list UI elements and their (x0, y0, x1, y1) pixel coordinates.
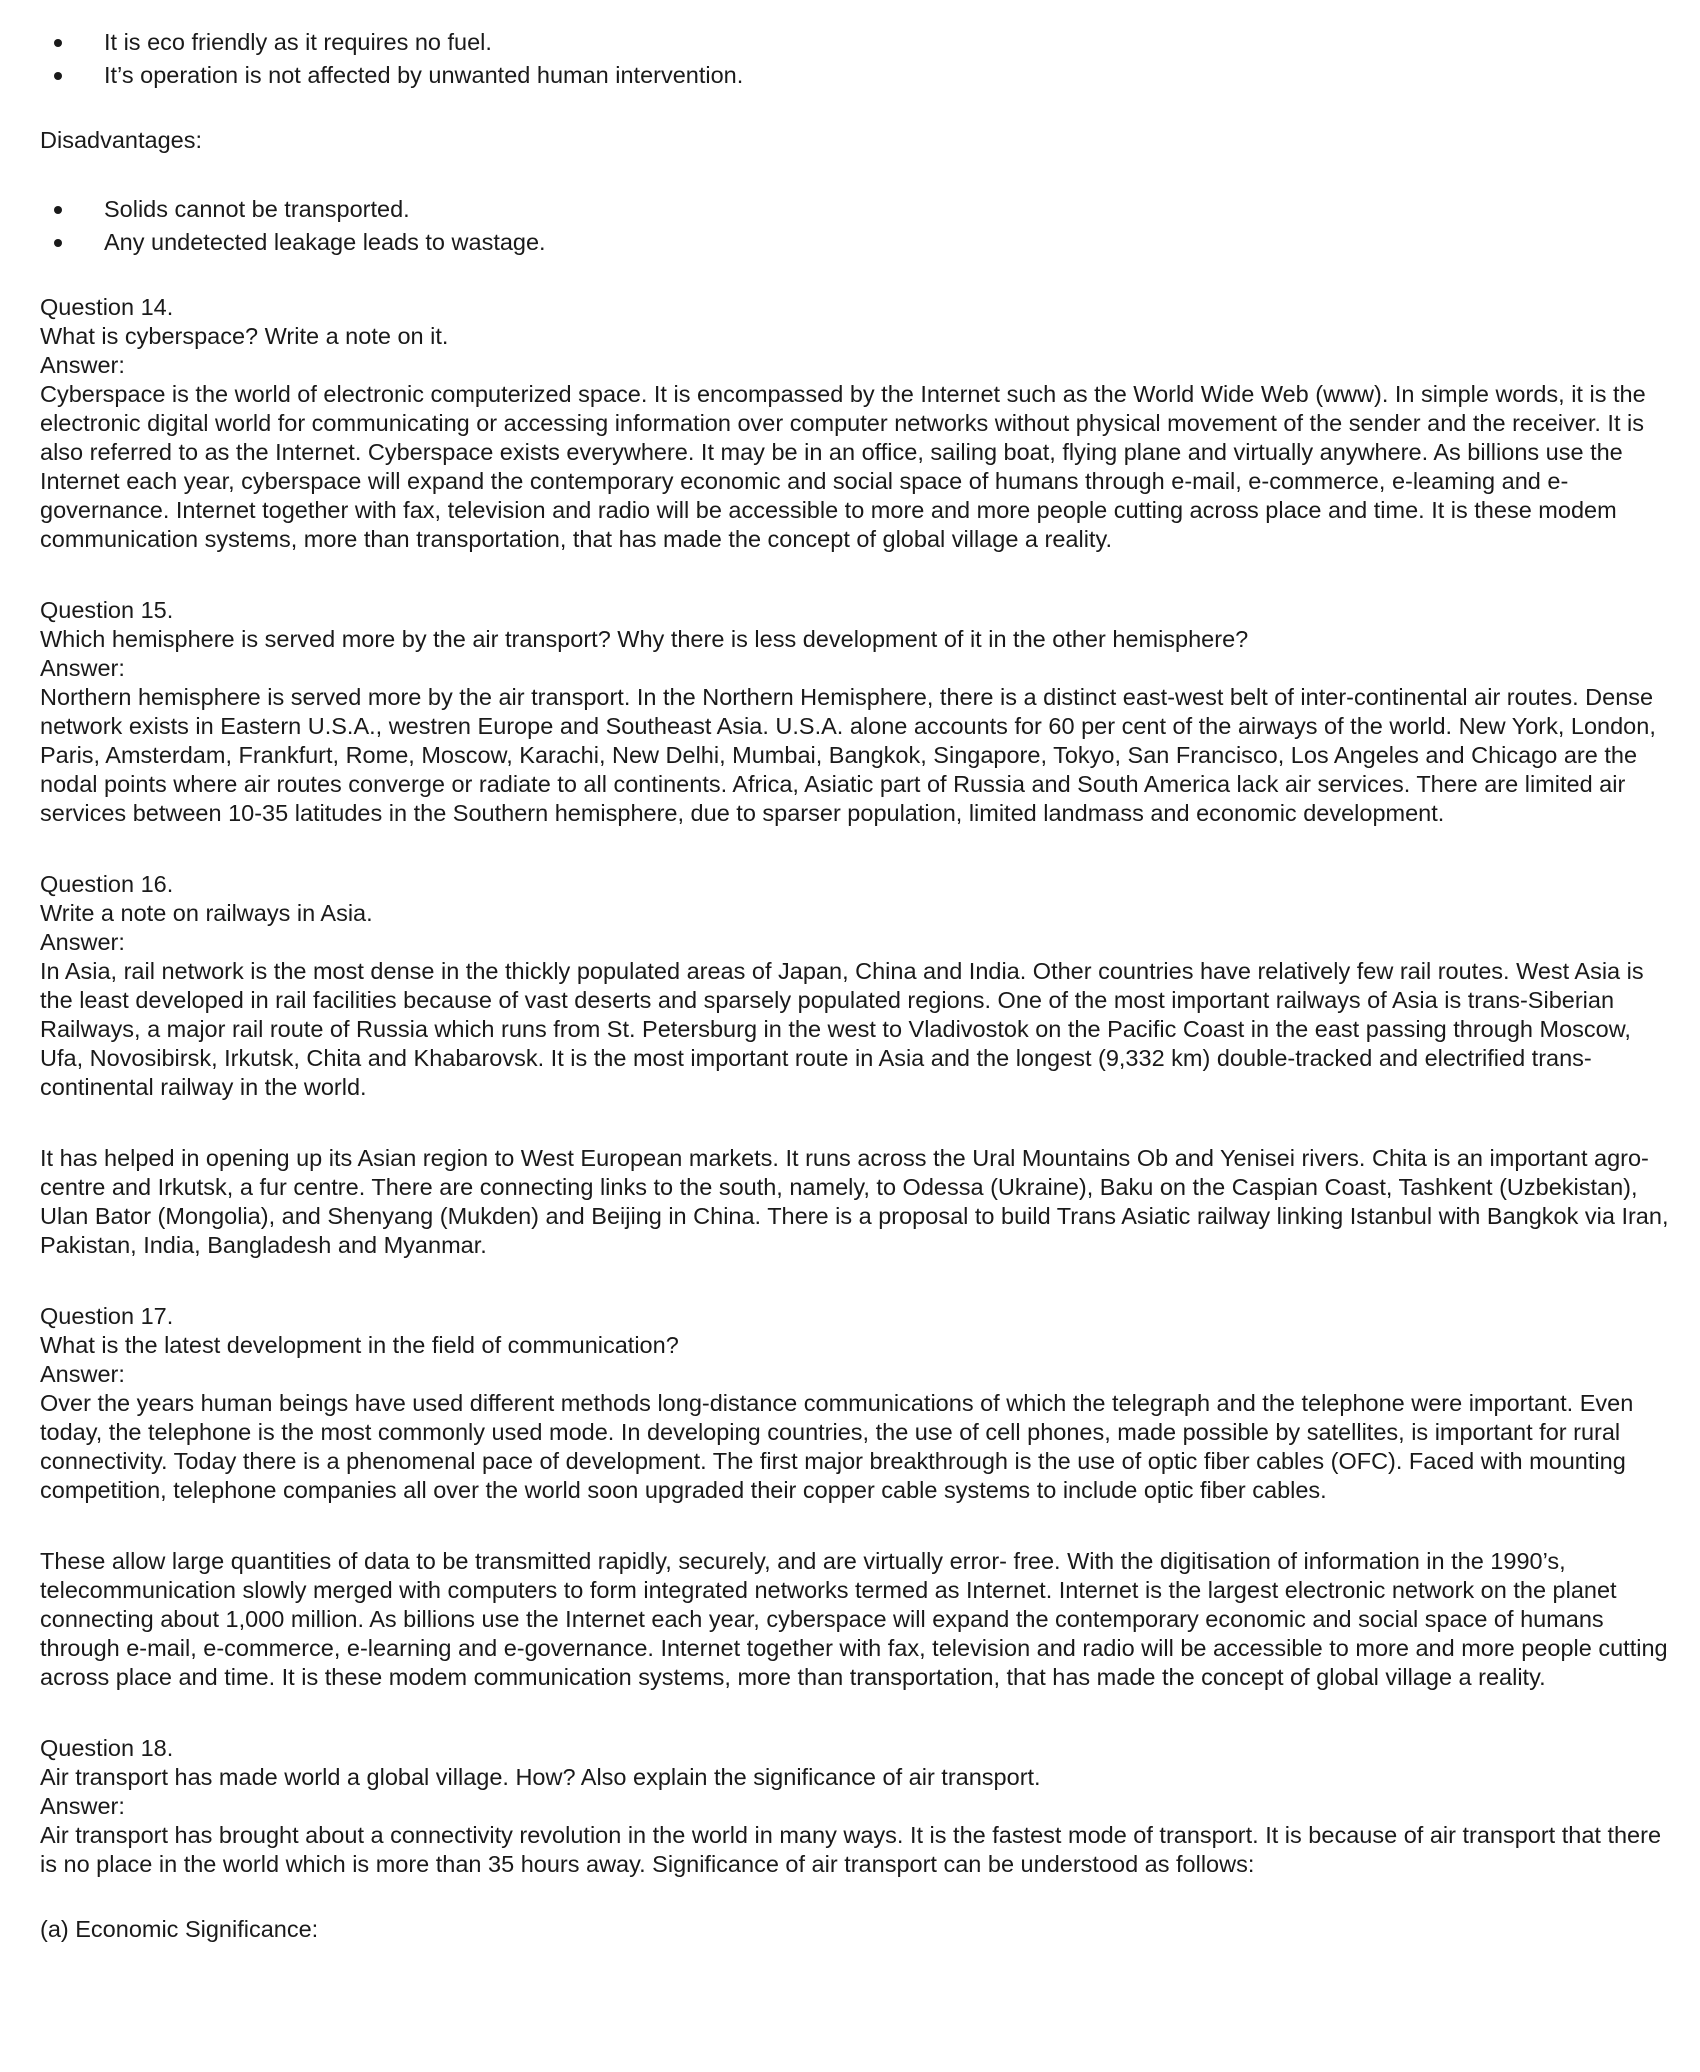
bullet-text: Any undetected leakage leads to wastage. (104, 229, 546, 255)
question-14-section (40, 293, 1680, 554)
bullet-icon (54, 206, 62, 214)
bullet-item (40, 28, 1680, 57)
bullet-text: Solids cannot be transported. (104, 196, 410, 222)
answer-label: Answer: (40, 1361, 125, 1387)
question-number: Question 17. (40, 1303, 174, 1329)
answer-subheading: (a) Economic Significance: (40, 1916, 319, 1942)
bullet-item (40, 61, 1680, 90)
bullet-item (40, 195, 1680, 224)
answer-paragraph: It has helped in opening up its Asian region to West European markets. It runs across the Ural Mountains Ob and Yenisei rivers. Chita is an important agro-centre and Irkutsk, a fur centre. There are connecting links to the south, namely, to Odessa (Ukraine), Baku on the Caspian Coast, Tashkent (Uzbekistan), Ulan Bator (Mongolia), and Shenyang (Mukden) and Beijing in China. There is a proposal to build Trans Asiatic railway linking Istanbul with Bangkok via Iran, Pakistan, India, Bangladesh and Myanmar. (40, 1145, 1669, 1258)
bullet-icon (54, 72, 62, 80)
question-prompt: What is the latest development in the field of communication? (40, 1332, 679, 1358)
question-prompt: Air transport has made world a global village. How? Also explain the significance of air transport. (40, 1764, 1041, 1790)
bullet-icon (54, 239, 62, 247)
question-prompt: What is cyberspace? Write a note on it. (40, 323, 449, 349)
disadvantages-list (40, 195, 1680, 257)
bullet-text: It is eco friendly as it requires no fuel. (104, 29, 492, 55)
disadvantages-heading: Disadvantages: (40, 127, 202, 153)
answer-paragraph: These allow large quantities of data to be transmitted rapidly, securely, and are virtually error- free. With the digitisation of information in the 1990’s, telecommunication slowly merged with computers to form integrated networks termed as Internet. Internet is the largest electronic network on the planet connecting about 1,000 million. As billions use the Internet each year, cyberspace will expand the contemporary economic and social space of humans through e-mail, e-commerce, e-learning and e-governance. Internet together with fax, television and radio will be accessible to more and more people cutting across place and time. It is these modem communication systems, more than transportation, that has made the concept of global village a reality. (40, 1548, 1668, 1690)
bullet-text: It’s operation is not affected by unwanted human intervention. (104, 62, 744, 88)
question-prompt: Write a note on railways in Asia. (40, 900, 373, 926)
answer-paragraph: In Asia, rail network is the most dense in the thickly populated areas of Japan, China and India. Other countries have relatively few rail routes. West Asia is the least developed in rail facilities because of vast deserts and sparsely populated regions. One of the most important railways of Asia is trans-Siberian Railways, a major rail route of Russia which runs from St. Petersburg in the west to Vladivostok on the Pacific Coast in the east passing through Moscow, Ufa, Novosibirsk, Irkutsk, Chita and Khabarovsk. It is the most important route in Asia and the longest (9,332 km) double-tracked and electrified trans-continental railway in the world. (40, 958, 1644, 1100)
bullet-item (40, 228, 1680, 257)
question-number: Question 16. (40, 871, 174, 897)
question-prompt: Which hemisphere is served more by the air transport? Why there is less development of it in the other hemisphere? (40, 626, 1249, 652)
answer-paragraph: Northern hemisphere is served more by the air transport. In the Northern Hemisphere, there is a distinct east-west belt of inter-continental air routes. Dense network exists in Eastern U.S.A., westren Europe and Southeast Asia. U.S.A. alone accounts for 60 per cent of the airways of the world. New York, London, Paris, Amsterdam, Frankfurt, Rome, Moscow, Karachi, New Delhi, Mumbai, Bangkok, Singapore, Tokyo, San Francisco, Los Angeles and Chicago are the nodal points where air routes converge or radiate to all continents. Africa, Asiatic part of Russia and South America lack air services. There are limited air services between 10-35 latitudes in the Southern hemisphere, due to sparser population, limited landmass and economic development. (40, 684, 1656, 826)
answer-label: Answer: (40, 929, 125, 955)
answer-paragraph: Cyberspace is the world of electronic computerized space. It is encompassed by the Internet such as the World Wide Web (www). In simple words, it is the electronic digital world for communicating or accessing information over computer networks without physical movement of the sender and the receiver. It is also referred to as the Internet. Cyberspace exists everywhere. It may be in an office, sailing boat, flying plane and virtually anywhere. As billions use the Internet each year, cyberspace will expand the contemporary economic and social space of humans through e-mail, e-commerce, e-leaming and e-governance. Internet together with fax, television and radio will be accessible to more and more people cutting across place and time. It is these modem communication systems, more than transportation, that has made the concept of global village a reality. (40, 381, 1646, 552)
answer-paragraph: Air transport has brought about a connectivity revolution in the world in many ways. It is the fastest mode of transport. It is because of air transport that there is no place in the world which is more than 35 hours away. Significance of air transport can be understood as follows: (40, 1822, 1662, 1877)
answer-label: Answer: (40, 1793, 125, 1819)
question-number: Question 14. (40, 294, 174, 320)
question-18-section (40, 1734, 1680, 1944)
intro-bullet-list (40, 28, 1680, 90)
answer-paragraph: Over the years human beings have used different methods long-distance communications of which the telegraph and the telephone were important. Even today, the telephone is the most commonly used mode. In developing countries, the use of cell phones, made possible by satellites, is important for rural connectivity. Today there is a phenomenal pace of development. The first major breakthrough is the use of optic fiber cables (OFC). Faced with mounting competition, telephone companies all over the world soon upgraded their copper cable systems to include optic fiber cables. (40, 1390, 1634, 1503)
question-16-section (40, 870, 1680, 1260)
question-number: Question 18. (40, 1735, 174, 1761)
document-page (40, 28, 1680, 1944)
answer-label: Answer: (40, 352, 125, 378)
bullet-icon (54, 39, 62, 47)
answer-label: Answer: (40, 655, 125, 681)
question-number: Question 15. (40, 597, 174, 623)
question-15-section (40, 596, 1680, 828)
question-17-section (40, 1302, 1680, 1692)
